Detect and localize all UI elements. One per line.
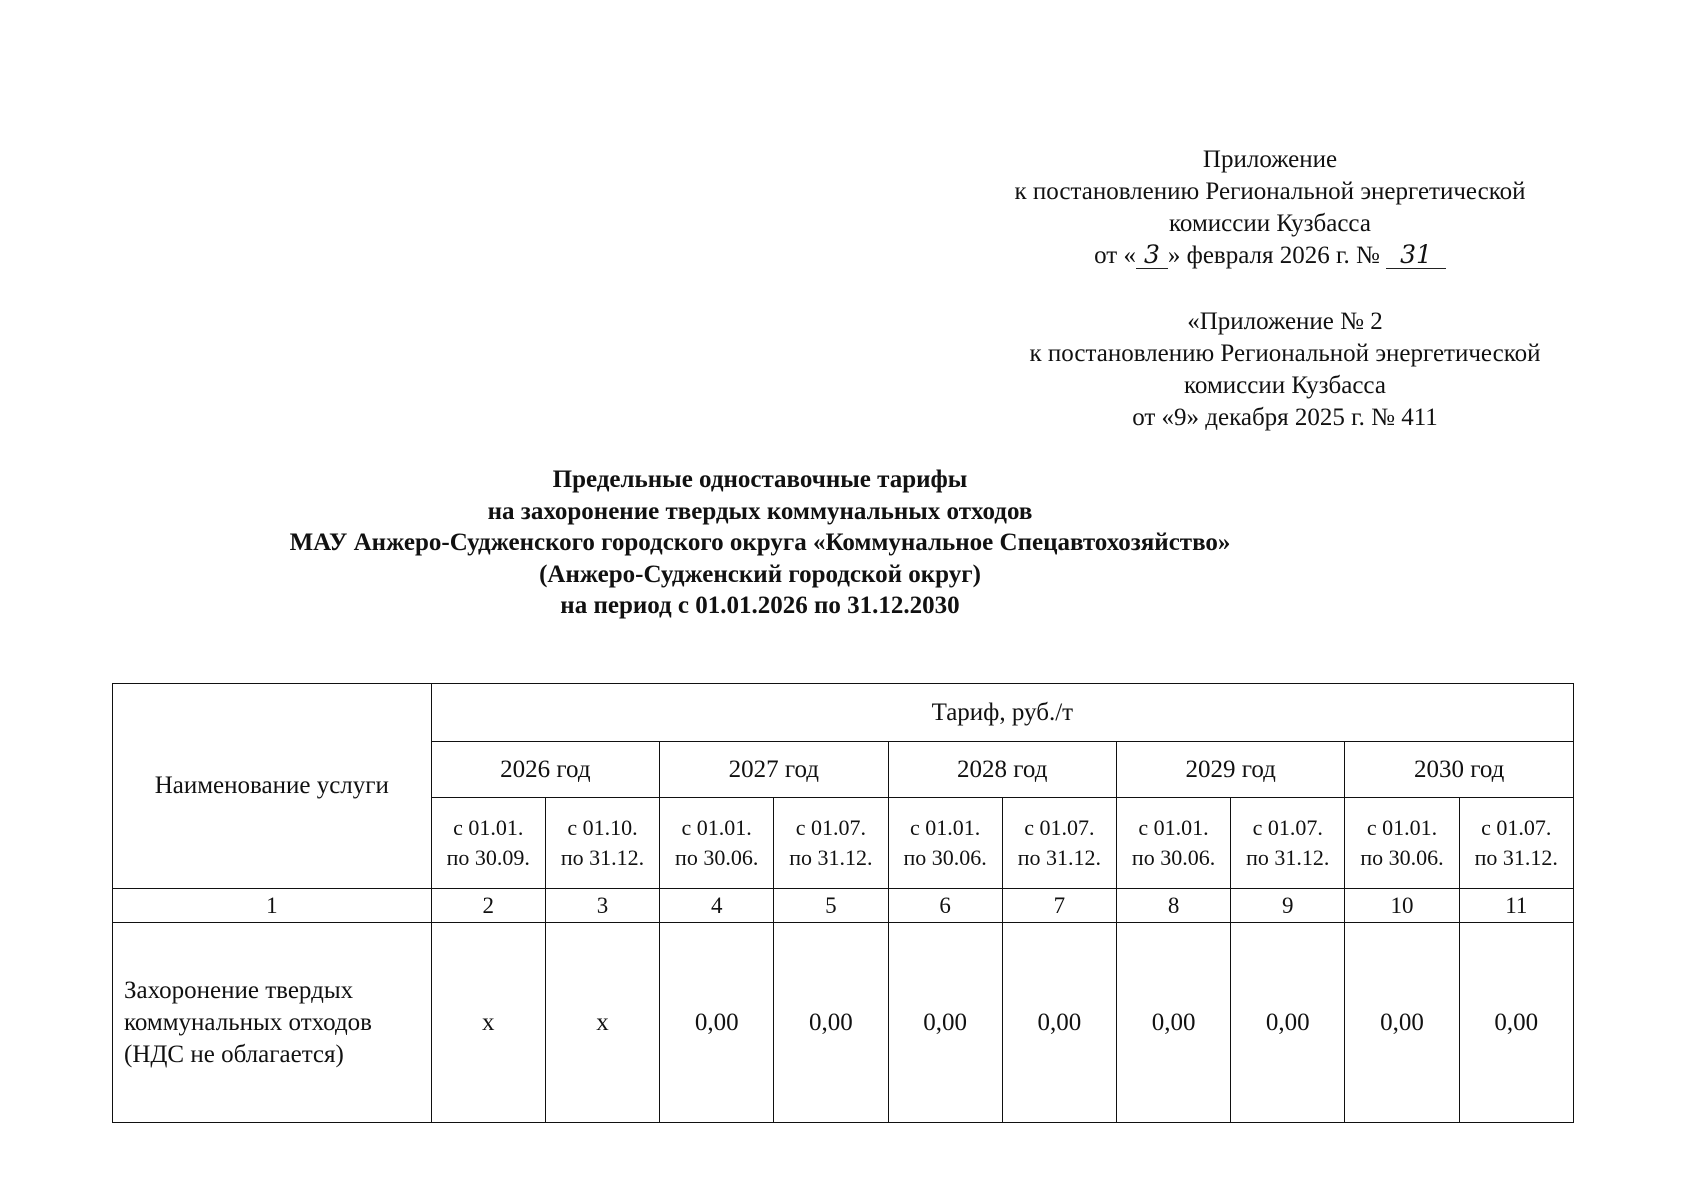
period-from: с 01.01. [1366, 815, 1438, 840]
period-to: по 30.06. [1131, 845, 1216, 870]
document-title [230, 464, 1290, 622]
tariff-value: 0,00 [1231, 923, 1345, 1123]
column-number: 11 [1459, 889, 1573, 923]
period-header [1459, 798, 1573, 889]
appendix2-header [975, 306, 1595, 434]
period-to: по 30.06. [903, 845, 987, 870]
service-name-line: Захоронение твердых [124, 976, 354, 1004]
period-header [1231, 798, 1345, 889]
year-2026-header: 2026 год [431, 742, 659, 798]
tariff-value: 0,00 [1116, 923, 1230, 1123]
service-name-line: (НДС не облагается) [124, 1040, 344, 1068]
column-number: 6 [888, 889, 1002, 923]
handwritten-number: 31 [1386, 242, 1446, 269]
appendix2-commission-line: комиссии Кузбасса [1184, 372, 1386, 399]
column-number: 5 [774, 889, 888, 923]
tariff-value: 0,00 [1345, 923, 1459, 1123]
period-to: по 30.06. [675, 845, 759, 870]
period-from: с 01.10. [567, 815, 638, 840]
period-header [1002, 798, 1116, 889]
column-number: 9 [1231, 889, 1345, 923]
period-to: по 31.12. [1246, 845, 1330, 870]
service-name-line: коммунальных отходов [124, 1008, 372, 1036]
period-header [888, 798, 1002, 889]
tariff-value: х [545, 923, 659, 1123]
title-line-4: (Анжеро-Судженский городской округ) [539, 560, 981, 588]
column-number: 8 [1116, 889, 1230, 923]
period-header [431, 798, 545, 889]
period-to: по 31.12. [1017, 845, 1101, 870]
column-number: 10 [1345, 889, 1459, 923]
tariff-value: 0,00 [774, 923, 888, 1123]
period-header [1345, 798, 1459, 889]
appendix-date-line [960, 240, 1580, 272]
year-2030-header: 2030 год [1345, 742, 1574, 798]
tariff-value: 0,00 [1002, 923, 1116, 1123]
title-line-5: на период с 01.01.2026 по 31.12.2030 [560, 592, 960, 619]
period-from: с 01.01. [453, 815, 524, 840]
period-header [774, 798, 888, 889]
title-line-1: Предельные одноставочные тарифы [552, 466, 968, 493]
tariff-value: х [431, 923, 545, 1123]
table-row [113, 923, 1574, 1123]
service-name-cell [113, 923, 432, 1123]
appendix2-resolution-line: к постановлению Региональной энергетической [1029, 340, 1541, 367]
column-number: 7 [1002, 889, 1116, 923]
appendix2-label: «Приложение № 2 [1187, 308, 1383, 335]
period-to: по 31.12. [1474, 845, 1558, 870]
header-row-tariff [113, 684, 1574, 742]
period-to: по 31.12. [560, 845, 645, 870]
period-from: с 01.07. [1024, 815, 1095, 840]
period-from: с 01.07. [1252, 815, 1323, 840]
tariff-value: 0,00 [888, 923, 1002, 1123]
year-2028-header: 2028 год [888, 742, 1116, 798]
appendix-header [960, 144, 1580, 272]
appendix-label: Приложение [1202, 146, 1338, 173]
tariff-value: 0,00 [660, 923, 774, 1123]
period-to: по 30.06. [1360, 845, 1444, 870]
period-from: с 01.01. [681, 815, 752, 840]
title-line-3: МАУ Анжеро-Судженского городского округа «Коммунальное Спецавтохозяйство» [289, 529, 1231, 556]
handwritten-day: 3 [1136, 242, 1168, 269]
period-header [1116, 798, 1230, 889]
period-from: с 01.07. [1481, 815, 1552, 840]
title-line-2: на захоронение твердых коммунальных отходов [487, 497, 1033, 525]
column-number: 3 [545, 889, 659, 923]
period-header [660, 798, 774, 889]
column-number: 1 [113, 889, 432, 923]
date-middle: » февраля 2026 г. № [1167, 242, 1380, 269]
period-to: по 31.12. [789, 845, 873, 870]
year-2027-header: 2027 год [660, 742, 888, 798]
column-number: 2 [431, 889, 545, 923]
column-number: 4 [660, 889, 774, 923]
period-from: с 01.01. [909, 815, 981, 840]
period-from: с 01.01. [1138, 815, 1209, 840]
period-from: с 01.07. [795, 815, 867, 840]
service-name-header: Наименование услуги [113, 684, 432, 889]
appendix2-date-line: от «9» декабря 2025 г. № 411 [1132, 404, 1438, 431]
tariff-value: 0,00 [1459, 923, 1573, 1123]
column-number-row [113, 889, 1574, 923]
appendix-resolution-line: к постановлению Региональной энергетической [1014, 178, 1526, 205]
year-2029-header: 2029 год [1116, 742, 1344, 798]
tariff-table [112, 683, 1574, 1123]
appendix-commission-line: комиссии Кузбасса [1169, 210, 1371, 237]
period-to: по 30.09. [446, 845, 530, 870]
date-prefix: от « [1094, 242, 1136, 269]
period-header [545, 798, 659, 889]
tariff-header: Тариф, руб./т [431, 684, 1573, 742]
